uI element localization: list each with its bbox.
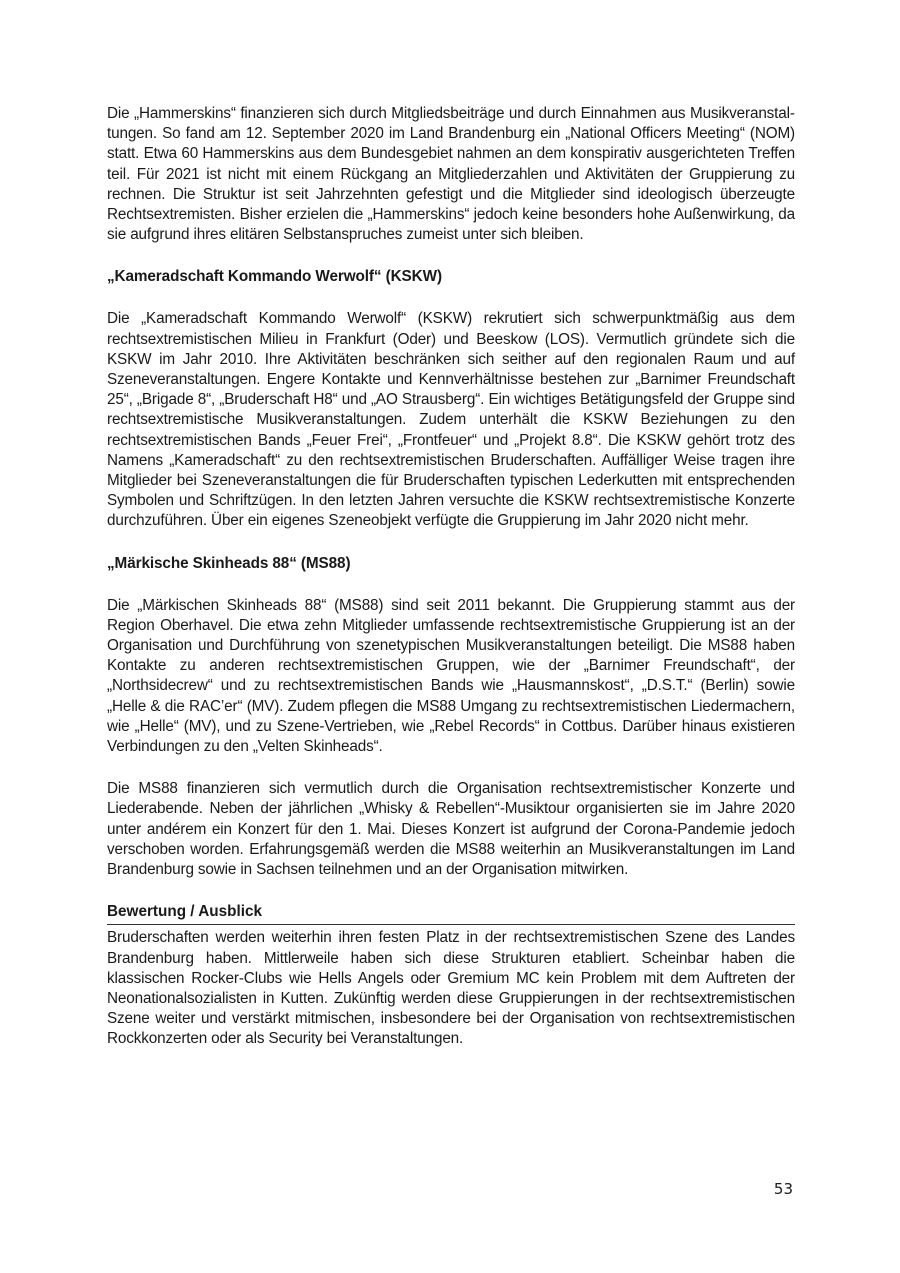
heading-kskw: „Kameradschaft Kommando Werwolf“ (KSKW)	[107, 268, 442, 286]
heading-assessment: Bewertung / Ausblick	[107, 902, 795, 925]
paragraph-kskw: Die „Kameradschaft Kommando Werwolf“ (KSKW) rekrutiert sich schwerpunktmäßig aus dem rechtsextremistischen Milieu in Frankfurt (Oder) und Beeskow (LOS). Vermutlich gründete sich die KSKW im Jahr 2010. Ihre Aktivitäten beschränken sich seither auf den regionalen Raum und auf Szeneveranstaltungen. Engere Kontakte und Kennverhältnisse bestehen zur „Barnimer Freundschaft 25“, „Brigade 8“, „Bruderschaft H8“ und „AO Strausberg“. Ein wichtiges Betätigungsfeld der Gruppe sind rechtsextremistische Musikveranstaltungen. Zudem unterhält die KSKW Beziehungen zu den rechtsextremistischen Bands „Feuer Frei“, „Frontfeuer“ und „Projekt 8.8“. Die KSKW gehört trotz des Namens „Kameradschaft“ zu den rechtsextremistischen Bruderschaften. Auffälliger Weise tragen ihre Mitglieder bei Szeneveranstaltungen die für Bruderschaften typischen Lederkutten mit entsprechenden Symbolen und Schriftzügen. In den letzten Jahren versuchte die KSKW rechtsextremistische Konzerte durchzuführen. Über ein eigenes Szeneobjekt verfügte die Gruppierung im Jahr 2020 nicht mehr.	[107, 310, 795, 530]
page-number: 53	[773, 1180, 793, 1198]
paragraph-ms88-finance: Die MS88 finanzieren sich vermutlich durch die Organisation rechtsextremistischer Konzerte und Liederabende. Neben der jährlichen „Whisky & Rebellen“-Musiktour organisierten sie im Jahre 2020 unter andérem ein Konzert für den 1. Mai. Dieses Konzert ist aufgrund der Corona-Pandemie jedoch verschoben worden. Erfahrungsgemäß werden die MS88 weiterhin an Musikveranstaltungen im Land Brandenburg sowie in Sachsen teilnehmen und an der Organisation mitwirken.	[107, 780, 795, 879]
heading-ms88: „Märkische Skinheads 88“ (MS88)	[107, 554, 351, 572]
paragraph-assessment: Bruderschaften werden weiterhin ihren festen Platz in der rechtsextremistischen Szene des Landes Brandenburg haben. Mittlerweile haben sich diese Strukturen etabliert. Scheinbar haben die klassischen Rocker-Clubs wie Hells Angels oder Gremium MC kein Problem mit dem Auftreten der Neonationalsozialisten in Kutten. Zukünftig werden diese Gruppierungen in der rechtsextremistischen Szene weiter und verstärkt mitmischen, insbesondere bei der Organisation von rechtsextremistischen Rockkonzerten oder als Security bei Veranstaltungen.	[107, 929, 795, 1048]
paragraph-ms88-intro: Die „Märkischen Skinheads 88“ (MS88) sind seit 2011 bekannt. Die Gruppierung stammt aus der Region Oberhavel. Die etwa zehn Mitglieder umfassende rechtsextremistische Gruppierung ist an der Organisation und Durchführung von szenetypischen Musikveranstaltungen beteiligt. Die MS88 haben Kontakte zu anderen rechtsextremistischen Gruppen, wie der „Barnimer Freundschaft“, der „Northsidecrew“ und zu rechtsextremistischen Bands wie „Hausmannskost“, „D.S.T.“ (Berlin) sowie „Helle & die RAC’er“ (MV). Zudem pflegen die MS88 Umgang zu rechtsextremistischen Liedermachern, wie „Helle“ (MV), und zu Szene-Vertrieben, wie „Rebel Records“ in Cottbus. Darüber hinaus existieren Verbindungen zu den „Velten Skinheads“.	[107, 596, 795, 756]
paragraph-hammerskins-finance: Die „Hammerskins“ finanzieren sich durch Mitgliedsbeiträge und durch Einnahmen aus Musikveranstaltungen. So fand am 12. September 2020 im Land Brandenburg ein „National Officers Meeting“ (NOM) statt. Etwa 60 Hammerskins aus dem Bundesgebiet nahmen an dem konspirativ ausgerichteten Treffen teil. Für 2021 ist nicht mit einem Rückgang an Mitgliederzahlen und Aktivitäten der Gruppierung zu rechnen. Die Struktur ist seit Jahrzehnten gefestigt und die Mitglieder sind ideologisch überzeugte Rechtsextremisten. Bisher erzielen die „Hammerskins“ jedoch keine besonders hohe Außenwirkung, da sie aufgrund ihres elitären Selbstanspruches zumeist unter sich bleiben.	[107, 105, 795, 244]
page-content	[107, 104, 795, 1050]
